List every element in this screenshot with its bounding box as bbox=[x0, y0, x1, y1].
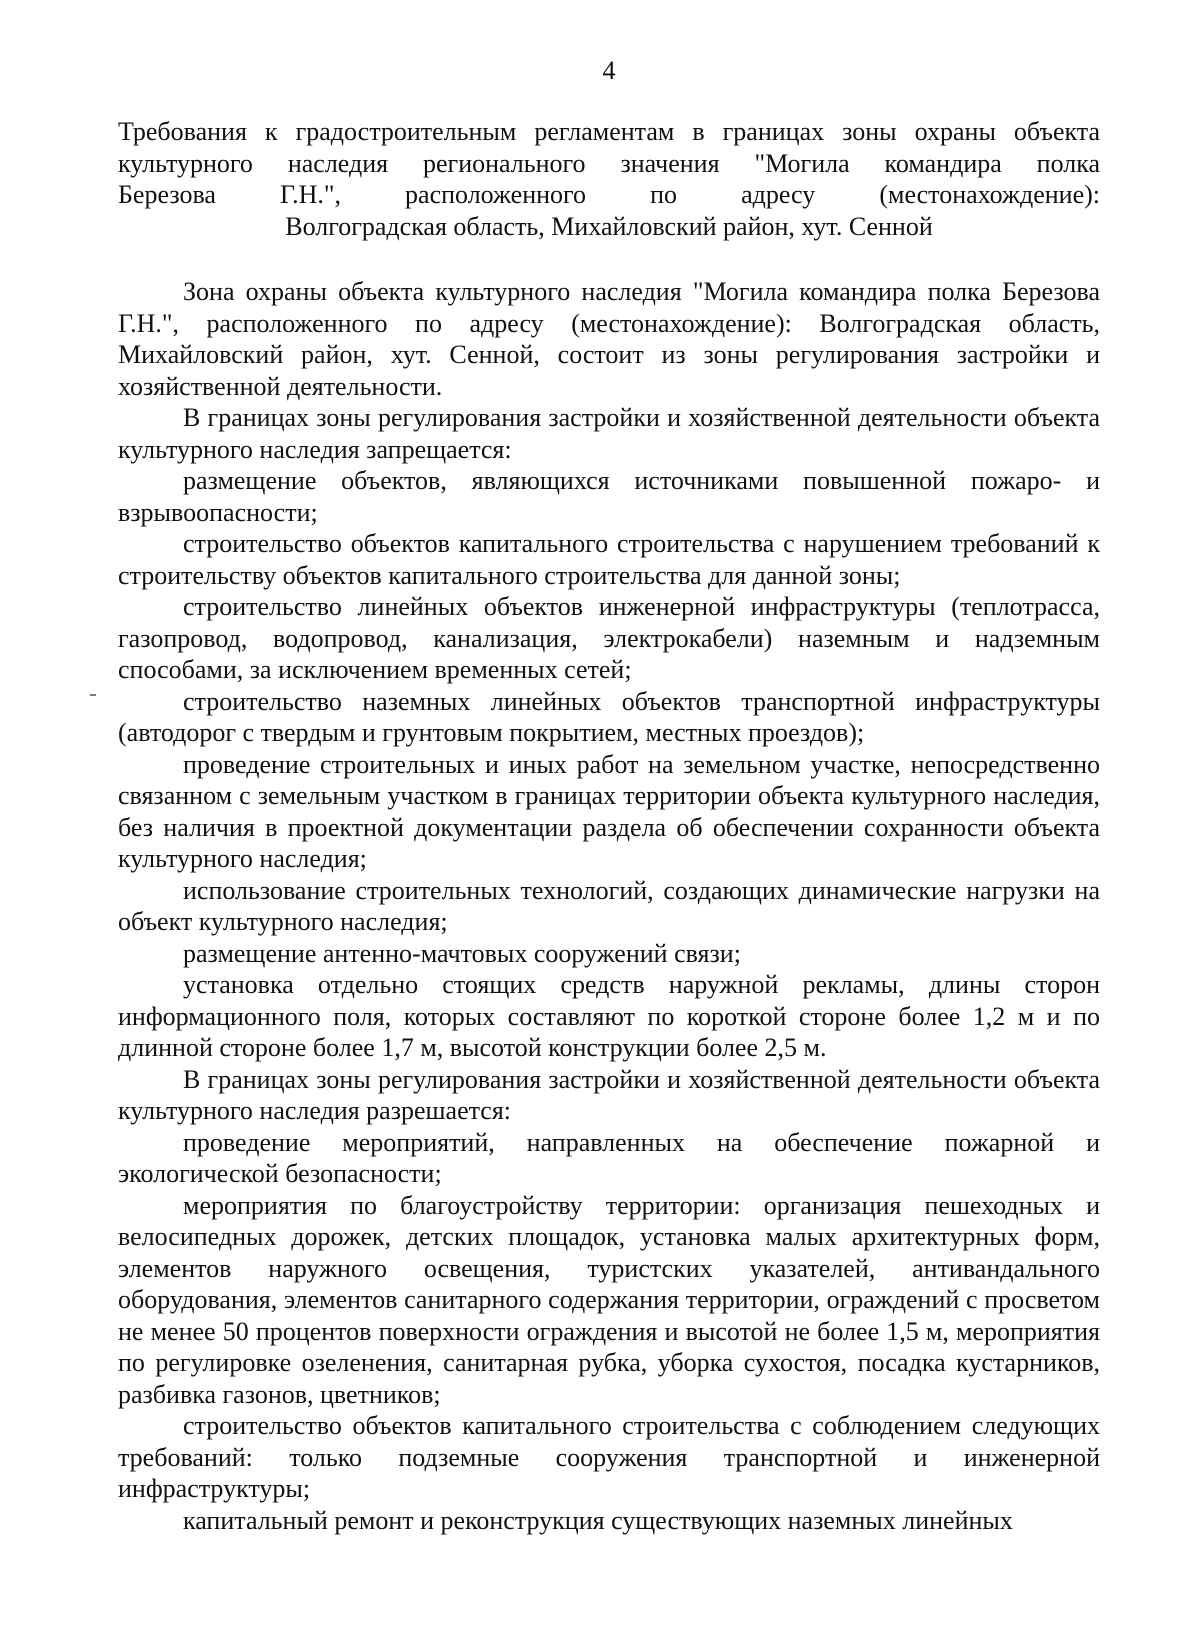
list-item: капитальный ремонт и реконструкция существующих наземных линейных bbox=[183, 1505, 1013, 1535]
scan-mark bbox=[90, 694, 96, 696]
list-item: строительство линейных объектов инженерной инфраструктуры (теплотрасса, газопровод, водопровод, канализация, электрокабели) наземным и надземным способами, за исключением временных сетей; bbox=[118, 592, 1100, 684]
list-item: размещение объектов, являющихся источниками повышенной пожаро- и взрывоопасности; bbox=[118, 466, 1100, 527]
paragraph-zone-description: Зона охраны объекта культурного наследия "Могила командира полка Березова Г.Н.", расположенного по адресу (местонахождение): Волгоградская область, Михайловский район, хут. Сенной, состоит из зоны регулирования застройки и хозяйственной деятельности. bbox=[118, 277, 1100, 401]
title-line-4: Волгоградская область, Михайловский район, хут. Сенной bbox=[285, 211, 933, 241]
list-item: проведение мероприятий, направленных на обеспечение пожарной и экологической безопасности; bbox=[118, 1127, 1100, 1188]
paragraph-prohibited-intro: В границах зоны регулирования застройки и хозяйственной деятельности объекта культурного наследия запрещается: bbox=[118, 403, 1100, 464]
list-item: использование строительных технологий, создающих динамические нагрузки на объект культурного наследия; bbox=[118, 875, 1100, 936]
list-item: строительство наземных линейных объектов транспортной инфраструктуры (автодорог с твердым и грунтовым покрытием, местных проездов); bbox=[118, 686, 1100, 747]
title-line-1: Требования к градостроительным регламентам в границах зоны охраны объекта bbox=[118, 117, 1100, 146]
list-item: размещение антенно-мачтовых сооружений связи; bbox=[183, 938, 741, 968]
list-item: строительство объектов капитального строительства с нарушением требований к строительству объектов капитального строительства для данной зоны; bbox=[118, 529, 1100, 590]
document-body bbox=[118, 276, 1100, 1536]
paragraph-permitted-intro: В границах зоны регулирования застройки и хозяйственной деятельности объекта культурного наследия разрешается: bbox=[118, 1064, 1100, 1125]
title-line-2: культурного наследия регионального значения "Могила командира полка bbox=[118, 148, 1100, 178]
list-item: установка отдельно стоящих средств наружной рекламы, длины сторон информационного поля, которых составляют по короткой стороне более 1,2 м и по длинной стороне более 1,7 м, высотой конструкции более 2,5 м. bbox=[118, 970, 1100, 1062]
document-page bbox=[118, 56, 1100, 1536]
list-item: проведение строительных и иных работ на земельном участке, непосредственно связанном с земельным участком в границах территории объекта культурного наследия, без наличия в проектной документации раздела об обеспечении сохранности объекта культурного наследия; bbox=[118, 749, 1100, 873]
page-number: 4 bbox=[602, 56, 616, 85]
list-item: мероприятия по благоустройству территории: организация пешеходных и велосипедных дорожек, детских площадок, установка малых архитектурных форм, элементов наружного освещения, туристских указателей, антивандального оборудования, элементов санитарного содержания территории, ограждений с просветом не менее 50 процентов поверхности ограждения и высотой не более 1,5 м, мероприятия по регулировке озеленения, санитарная рубка, уборка сухостоя, посадка кустарников, разбивка газонов, цветников; bbox=[118, 1190, 1100, 1409]
document-title bbox=[118, 116, 1100, 242]
title-line-3: Березова Г.Н.", расположенного по адресу (местонахождение): bbox=[118, 180, 1100, 209]
list-item: строительство объектов капитального строительства с соблюдением следующих требований: только подземные сооружения транспортной и инженерной инфраструктуры; bbox=[118, 1411, 1100, 1503]
